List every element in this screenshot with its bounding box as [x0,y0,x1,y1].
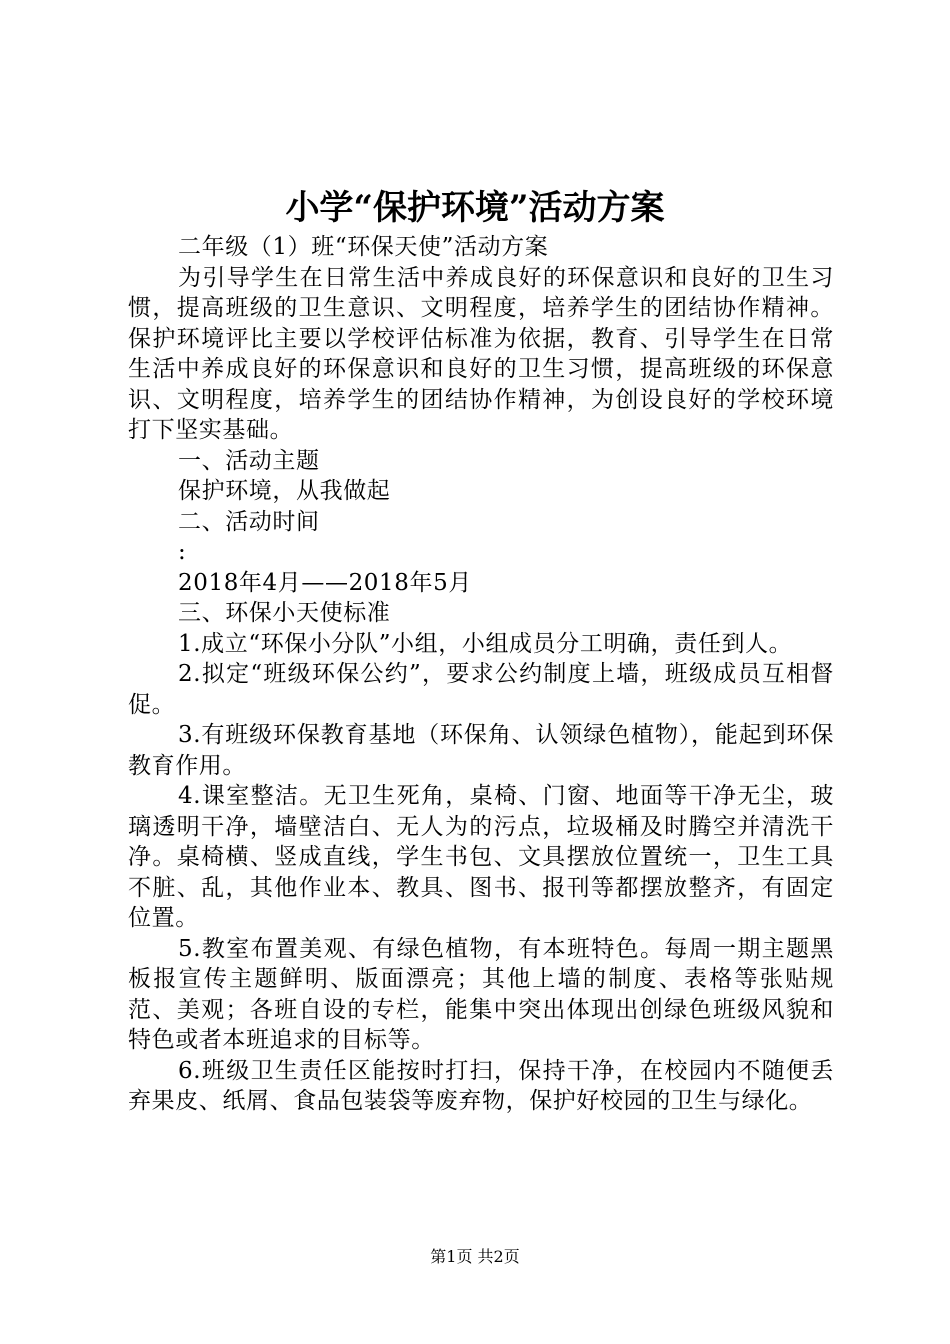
heading-activity-theme: 一、活动主题 [178,447,320,474]
heading-standards: 三、环保小天使标准 [178,600,391,626]
paragraph-intro: 为引导学生在日常生活中养成良好的环保意识和良好的卫生习惯，提高班级的卫生意识、文明程度，培养学生的团结协作精神。保护环境评比主要以学校评估标准为依据，教育、引导学生在日常生活中养成良好的环保意识和良好的卫生习惯，提高班级的环保意识、文明程度，培养学生的团结协作精神，为创设良好的学校环境打下坚实基础。 [128,264,834,443]
standard-item-4: 4.课室整洁。无卫生死角，桌椅、门窗、地面等干净无尘，玻璃透明干净，墙壁洁白、无人为的污点，垃圾桶及时腾空并清洗干净。桌椅横、竖成直线，学生书包、文具摆放位置统一，卫生工具不脏、乱，其他作业本、教具、图书、报刊等都摆放整齐，有固定位置。 [128,783,834,931]
standard-item-1: 1.成立“环保小分队”小组，小组成员分工明确，责任到人。 [178,630,793,657]
paragraph-theme: 保护环境，从我做起 [178,478,391,504]
document-title: 小学“保护环境”活动方案 [285,188,665,228]
paragraph-dates: 2018年4月——2018年5月 [178,569,472,596]
document-body [128,232,834,1117]
heading-activity-time: 二、活动时间 [178,508,320,535]
standard-item-3: 3.有班级环保教育基地（环保角、认领绿色植物），能起到环保教育作用。 [128,722,834,779]
standard-item-6: 6.班级卫生责任区能按时打扫，保持干净，在校园内不随便丢弃果皮、纸屑、食品包装袋等废弃物，保护好校园的卫生与绿化。 [128,1057,834,1114]
paragraph-colon: : [178,539,187,565]
standard-item-2: 2.拟定“班级环保公约”，要求公约制度上墙，班级成员互相督促。 [128,661,834,718]
page-footer: 第1页 共2页 [430,1247,520,1266]
standard-item-5: 5.教室布置美观、有绿色植物，有本班特色。每周一期主题黑板报宣传主题鲜明、版面漂亮；其他上墙的制度、表格等张贴规范、美观；各班自设的专栏，能集中突出体现出创绿色班级风貌和特色或者本班追求的目标等。 [128,935,834,1053]
paragraph-class-plan: 二年级（1）班“环保天使”活动方案 [178,234,549,260]
